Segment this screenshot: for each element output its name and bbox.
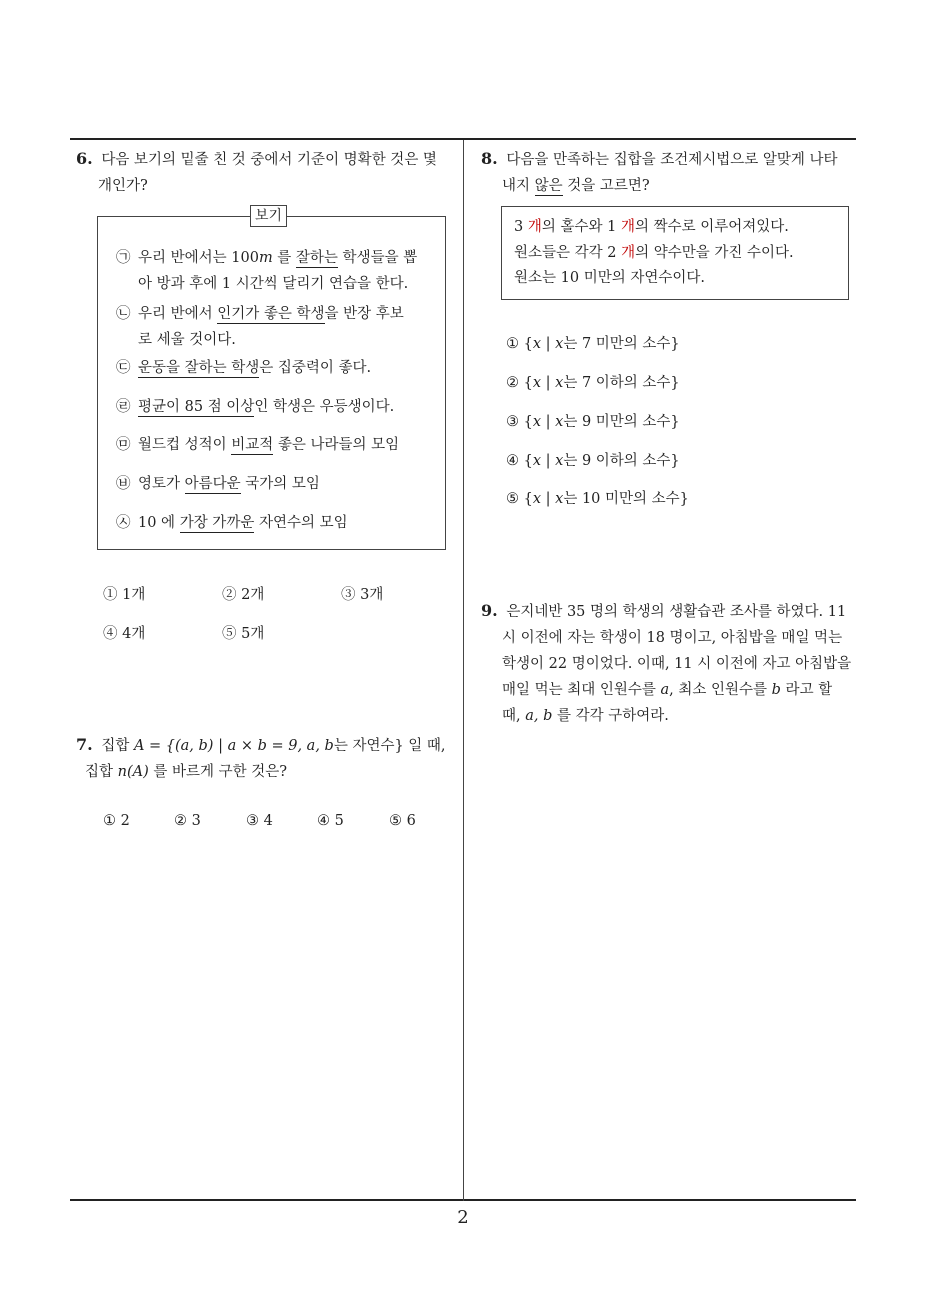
page-number: 2 xyxy=(457,1207,469,1228)
bogi-title: 보기 xyxy=(250,205,287,227)
q8-stem: 8. 다음을 만족하는 집합을 조건제시법으로 알맞게 나타 내지 않은 것을 고르면? xyxy=(481,149,838,194)
q6-choice-5[interactable]: ⑤ 5개 xyxy=(222,626,265,642)
bogi-item-3: ㉢ 운동을 잘하는 학생은 집중력이 좋다. xyxy=(116,360,372,376)
q8-condition-2: 원소들은 각각 2 개의 약수만을 가진 수이다. xyxy=(514,245,794,261)
bogi-item-1: ㉠ 우리 반에서는 100m 를 잘하는 학생들을 뽑 아 방과 후에 1 시간씩 달리기 연습을 한다. xyxy=(116,250,418,292)
q7-choice-4[interactable]: ④ 5 xyxy=(317,813,344,829)
q8-option-4[interactable]: ④ {x | x는 9 이하의 소수} xyxy=(506,453,680,469)
q7-choice-2[interactable]: ② 3 xyxy=(174,813,201,829)
bogi-item-6: ㉥ 영토가 아름다운 국가의 모임 xyxy=(116,476,320,492)
q6-line2: 개인가? xyxy=(98,178,148,194)
bogi-item-5: ㉤ 월드컵 성적이 비교적 좋은 나라들의 모임 xyxy=(116,437,400,453)
q8-condition-3: 원소는 10 미만의 자연수이다. xyxy=(514,270,705,286)
q7-choice-3[interactable]: ③ 4 xyxy=(246,813,273,829)
q7-stem: 7. 집합 A = {(a, b) | a × b = 9, a, b는 자연수} 일 때, 집합 n(A) 를 바르게 구한 것은? xyxy=(76,735,446,780)
q6-choice-3[interactable]: ③ 3개 xyxy=(341,587,384,603)
q8-option-2[interactable]: ② {x | x는 7 이하의 소수} xyxy=(506,375,680,391)
q9-number: 9. xyxy=(481,601,498,620)
q8-option-3[interactable]: ③ {x | x는 9 미만의 소수} xyxy=(506,414,680,430)
q6-choice-2[interactable]: ② 2개 xyxy=(222,587,265,603)
q8-option-1[interactable]: ① {x | x는 7 미만의 소수} xyxy=(506,336,680,352)
q6-line1: 다음 보기의 밑줄 친 것 중에서 기준이 명확한 것은 몇 xyxy=(101,152,437,168)
q6-stem xyxy=(76,146,456,199)
bogi-item-2: ㉡ 우리 반에서 인기가 좋은 학생을 반장 후보 로 세울 것이다. xyxy=(116,306,404,348)
q6-choice-1[interactable]: ① 1개 xyxy=(103,587,146,603)
q8-condition-box xyxy=(501,206,849,300)
q6-choice-4[interactable]: ④ 4개 xyxy=(103,626,146,642)
q6-number: 6. xyxy=(76,149,93,168)
q7-number: 7. xyxy=(76,735,93,754)
q9-stem: 9. 은지네반 35 명의 학생의 생활습관 조사를 하였다. 11 시 이전에 자는 학생이 18 명이고, 아침밥을 매일 먹는 학생이 22 명이었다. 이때, 11 시 이전에 자고 아침밥을 매일 먹는 최대 인원수를 a, 최소 인원수를 b 라고 할 때, a, b 를 각각 구하여라. xyxy=(481,601,852,724)
q7-choice-1[interactable]: ① 2 xyxy=(103,813,130,829)
q7-choice-5[interactable]: ⑤ 6 xyxy=(389,813,416,829)
q7-set-expression: A = {(a, b) | a × b = 9, a, b xyxy=(133,738,334,754)
q8-number: 8. xyxy=(481,149,498,168)
q8-option-5[interactable]: ⑤ {x | x는 10 미만의 소수} xyxy=(506,491,689,507)
bogi-box xyxy=(97,208,446,550)
q8-condition-1: 3 개의 홀수와 1 개의 짝수로 이루어져있다. xyxy=(514,219,789,235)
bogi-item-7: ㉦ 10 에 가장 가까운 자연수의 모임 xyxy=(116,515,348,531)
column-divider xyxy=(463,140,464,1201)
bogi-item-4: ㉣ 평균이 85 점 이상인 학생은 우등생이다. xyxy=(116,399,395,415)
